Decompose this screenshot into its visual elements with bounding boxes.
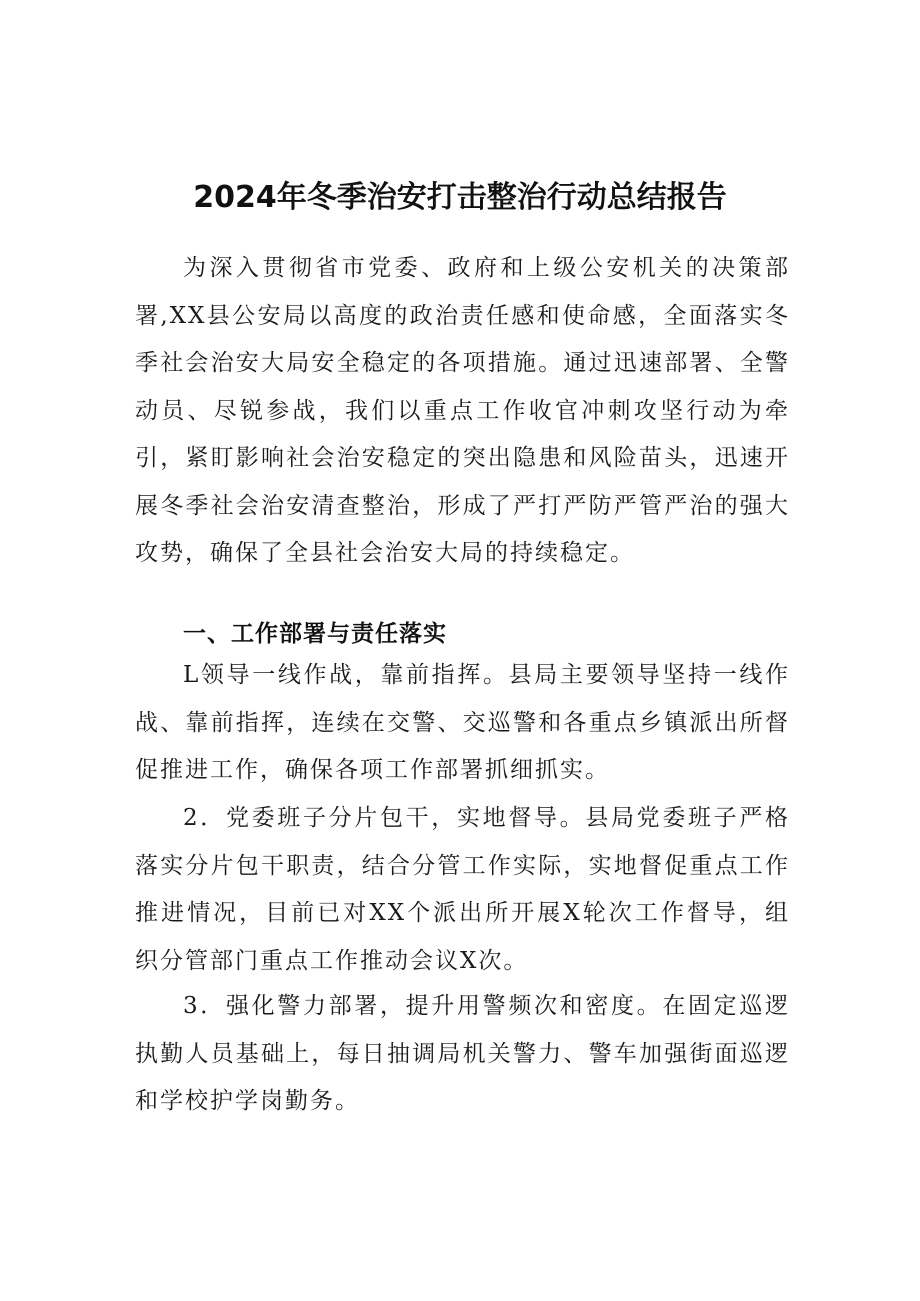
intro-paragraph: 为深入贯彻省市党委、政府和上级公安机关的决策部署,XX县公安局以高度的政治责任感和使命感，全面落实冬季社会治安大局安全稳定的各项措施。通过迅速部署、全警动员、尽锐参战，我们以重点工作收官冲刺攻坚行动为牵引，紧盯影响社会治安稳定的突出隐患和风险苗头，迅速开展冬季社会治安清查整治，形成了严打严防严管严治的强大攻势，确保了全县社会治安大局的持续稳定。 [135, 255, 790, 566]
list-item-2: 2．党委班子分片包干，实地督导。县局党委班子严格落实分片包干职责，结合分管工作实际，实地督促重点工作推进情况，目前已对XX个派出所开展X轮次工作督导，组织分管部门重点工作推动会议X次。 [135, 805, 790, 974]
list-item-3: 3．强化警力部署，提升用警频次和密度。在固定巡逻执勤人员基础上，每日抽调局机关警力、警车加强街面巡逻和学校护学岗勤务。 [135, 993, 790, 1114]
list-item-1: L领导一线作战，靠前指挥。县局主要领导坚持一线作战、靠前指挥，连续在交警、交巡警和各重点乡镇派出所督促推进工作，确保各项工作部署抓细抓实。 [135, 662, 790, 783]
section-heading: 一、工作部署与责任落实 [183, 621, 447, 647]
document-title: 2024年冬季治安打击整治行动总结报告 [193, 180, 727, 215]
